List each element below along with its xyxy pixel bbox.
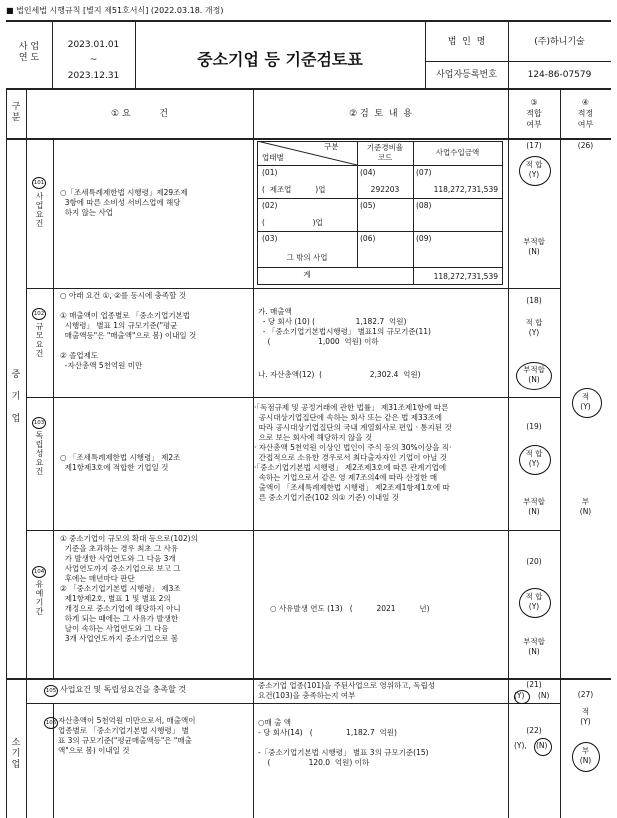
form-reference: ■ 법인세법 시행규칙 [별지 제51호서식] (2022.03.18. 개정) [6,6,224,15]
row101-fit-no-label: 부적합 (N) [523,237,545,256]
row106-col4-yes: 적 (Y) [580,707,591,726]
row101-fit-yes: 적 합 (Y) [525,160,543,179]
row106-requirement: 자산총액이 5천억원 미만으로서, 매출액이 업종별로 「중소기업기본법 시행령」 별 표 3의 규모기준("평균매출액등"은 "매출 액"으로 봄) 이내일 것 [58,716,196,755]
reg-no-label: 사업자등록번호 [436,70,497,80]
row103-fit-no-label: 부적합 (N) [523,497,545,516]
row104-label: 유예기간 [35,580,44,616]
row102-fit-no-label: 부적합 (N) [523,365,545,384]
section-sme: 중 기 업 [11,370,21,424]
row106-fit-y: (Y), [514,741,527,750]
cell-other-biz: 그 밖의 사업 [286,253,328,262]
row104-fit-no: (20) [526,557,542,566]
row103-fit-no: (19) [526,422,542,431]
row104-number: 104 [32,566,46,578]
page-title: 중소기업 등 기준검토표 [197,50,363,69]
row102-fit-no: (18) [526,296,542,305]
cell-07: (07) [416,168,432,177]
cell-08: (08) [416,201,432,210]
cell-05: (05) [360,201,376,210]
row102-review-assets: 나. 자산총액(12) ( 2,302.4 억원) [258,370,421,379]
cell-code-1: 292203 [370,185,400,194]
col-gubun: 구 분 [11,102,21,123]
cell-revenue-1: 118,272,731,539 [433,185,498,194]
cell-03: (03) [262,234,278,243]
row102-label: 규모요건 [35,322,44,358]
row104-requirement: ① 중소기업이 규모의 확대 등으로(102)의 기준을 초과하는 경우 최초 그 사유 가 발생한 사업연도와 그 다음 3개 사업연도까지 중소기업으로 보고 그 후에는 매년마다 판단 ② 「중소기업기본법 시행령」 제3조 제1항제2호, 별표 1 및 별표 2의 개정으로 중소기업에 해당하지 아니 하게 되는 때에는 그 사유가 발생한 날이 속하는 사업연도와 그 다음 3개 사업연도까지 중소기업으로 봄 [60,534,198,643]
corp-name-label: 법 인 명 [447,37,486,47]
row106-number: 106 [44,717,58,729]
tbl-header-biz: 업태별 [262,153,284,162]
row104-review: ○ 사유발생 연도 (13) ( 2021 년) [270,604,430,613]
cell-business-2: ( )업 [262,218,323,227]
row103-fit-yes: 적 합 (Y) [525,449,543,468]
row105-review: 중소기업 업종(101)을 주된사업으로 영위하고, 독립성 요건(103)을 충족하는지 여부 [258,681,435,700]
row105-fit-no: (21) [526,680,542,689]
period-label: 사 업 연 도 [18,42,40,63]
col-review: ② 검 토 내 용 [349,109,412,119]
row102-fit-yes: 적 합 (Y) [525,318,543,337]
row103-number: 103 [32,417,46,429]
row103-label: 독립성요건 [35,431,44,476]
row105-fit-yes: (Y) [514,691,525,700]
section-small: 소 기 업 [11,738,21,770]
cell-total-label: 계 [303,270,311,279]
tbl-header-revenue: 사업수입금액 [435,148,480,157]
row102-review-sales: 가. 매출액 - 당 회사 (10) ( 1,182.7 억원) - 「중소기업기본법시행령」 별표1의 규모기준(11) ( 1,000 억원) 이하 [258,307,431,346]
col-requirement: ① 요 건 [111,109,168,119]
cell-06: (06) [360,234,376,243]
row101-requirement: ○「조세특례제한법 시행령」제29조제 3항에 따른 소비성 서비스업에 해당 하지 않는 사업 [60,188,188,217]
row102-col4: 적 (Y) [580,392,591,411]
row102-requirement: ○ 아래 요건 ①, ②를 동시에 충족할 것 ① 매출액이 업종별로 「중소기업기본법 시행령」 별표 1의 규모기준("평균 매출액등"은 "매출액"으로 봄) 이내일 것 ② 졸업제도 -자산총액 5천억원 미만 [60,291,197,370]
cell-business-1: ( 제조업 )업 [262,185,326,194]
row104-fit-yes: 적 합 (Y) [525,592,543,611]
period-start: 2023.01.01 [67,40,120,50]
cell-09: (09) [416,234,432,243]
row103-review: ·「독점규제 및 공정거래에 관한 법률」 제31조제1항에 따른 공시대상기업집단에 속하는 회사 또는 같은 법 제33조에 따라 공시대상기업집단의 국내 계열회사로 편입 · 통지된 것 으로 보는 회사에 해당하지 않을 것 · 자산총액 5천억원 이상인 법인이 주식 등의 30%이상을 직· 간접적으로 소유한 경우로서 최다출자자인 기업이 아닐 것 ·「중소기업기본법 시행령」 제2조제3호에 따른 관계기업에 속하는 기업으로서 같은 영 제7조의4에 따라 산정한 매 출액이 「조세특례제한법 시행령」 제2조제1항제1호에 따 른 중소기업기준(102 의① 기준) 이내일 것 [254,403,452,502]
col-fit: ③ 적합 여부 [526,98,542,129]
row101-col4: (26) [577,141,594,150]
row101-number: 101 [32,177,46,189]
cell-02: (02) [262,201,278,210]
period-tilde: ~ [89,55,98,65]
row106-fit-no: (22) [526,726,542,735]
row105-fit-n: (N) [538,691,550,700]
row103-col4: 부 (N) [579,497,592,516]
tbl-header-code: 기준경비율 코드 [366,143,404,162]
row105-col4: (27) [577,690,594,699]
cell-total: 118,272,731,539 [433,272,498,281]
cell-04: (04) [360,168,376,177]
row102-number: 102 [32,308,46,320]
row106-col4-no: 부 (N) [579,746,592,765]
tbl-header-gubun: 구분 [324,142,339,151]
row103-requirement: ○ 「조세특례제한법 시행령」 제2조 제1항제3호에 적합한 기업일 것 [60,453,181,472]
row105-number: 105 [44,685,58,697]
reg-no: 124-86-07579 [527,70,592,80]
row106-fit-n: (N) [536,741,548,750]
row105-requirement: 사업요건 및 독립성요건을 충족할 것 [60,685,187,694]
row101-label: 사업요건 [35,192,44,228]
corp-name: (주)하니기술 [534,37,585,47]
row101-fit-no: (17) [526,141,542,150]
period-end: 2023.12.31 [67,71,120,81]
col-proper: ④ 적정 여부 [577,98,594,129]
row106-review: ○매 출 액 - 당 회사(14) ( 1,182.7 억원) -「중소기업기본법 시행령」 별표 3의 규모기준(15) ( 120.0 억원) 이하 [258,718,429,767]
row104-fit-no-label: 부적합 (N) [523,637,545,656]
cell-01: (01) [262,168,278,177]
